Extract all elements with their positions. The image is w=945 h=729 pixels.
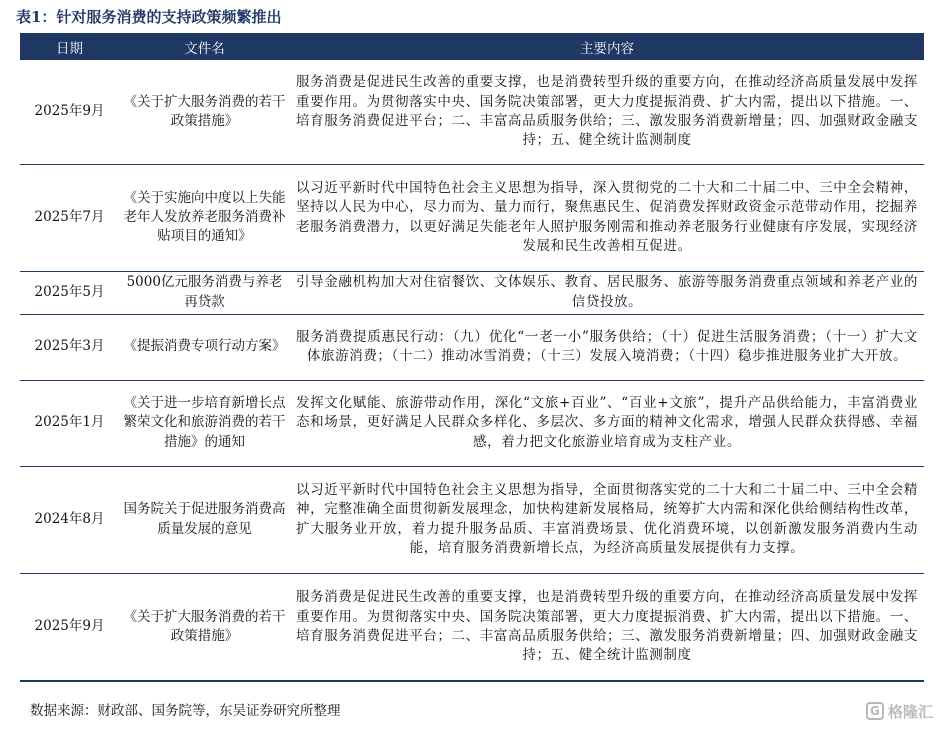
column-header-content: 主要内容 — [290, 33, 924, 60]
watermark-text: 格隆汇 — [887, 702, 933, 721]
table-row — [20, 380, 924, 466]
cell-date: 2025年9月 — [20, 573, 119, 681]
table-header-row — [20, 33, 924, 60]
cell-document: 《提振消费专项行动方案》 — [119, 314, 290, 380]
table-row — [20, 314, 924, 380]
gelonghui-logo-icon: G — [866, 702, 884, 720]
table-row — [20, 271, 924, 314]
table-row — [20, 164, 924, 271]
cell-date: 2025年5月 — [20, 271, 119, 314]
cell-document: 《关于进一步培育新增长点繁荣文化和旅游消费的若干措施》的通知 — [119, 380, 290, 466]
cell-date: 2024年8月 — [20, 466, 119, 573]
cell-document: 《关于实施向中度以上失能老年人发放养老服务消费补贴项目的通知》 — [119, 164, 290, 271]
cell-date: 2025年1月 — [20, 380, 119, 466]
cell-date: 2025年7月 — [20, 164, 119, 271]
cell-content: 以习近平新时代中国特色社会主义思想为指导，全面贯彻落实党的二十大和二十届二中、三中全会精神，完整准确全面贯彻新发展理念，加快构建新发展格局，统筹扩大内需和深化供给侧结构性改革，扩大服务业开放，着力提升服务品质、丰富消费场景、优化消费环境，以创新激发服务消费内生动能，培育服务消费新增长点，为经济高质量发展提供有力支撑。 — [290, 466, 924, 573]
cell-document: 《关于扩大服务消费的若干政策措施》 — [119, 60, 290, 164]
table-row — [20, 60, 924, 164]
table-title: 表1：针对服务消费的支持政策频繁推出 — [16, 8, 282, 26]
policy-table — [20, 33, 924, 682]
cell-content: 服务消费提质惠民行动：（九）优化“一老一小”服务供给；（十）促进生活服务消费；（十一）扩大文体旅游消费；（十二）推动冰雪消费；（十三）发展入境消费；（十四）稳步推进服务业扩大开放。 — [290, 314, 924, 380]
cell-content: 服务消费是促进民生改善的重要支撑，也是消费转型升级的重要方向，在推动经济高质量发展中发挥重要作用。为贯彻落实中央、国务院决策部署，更大力度提振消费、扩大内需，提出以下措施。一、培育服务消费促进平台；二、丰富高品质服务供给；三、激发服务消费新增量；四、加强财政金融支持；五、健全统计监测制度 — [290, 573, 924, 681]
data-source-note: 数据来源：财政部、国务院等，东吴证券研究所整理 — [30, 703, 341, 719]
cell-date: 2025年9月 — [20, 60, 119, 164]
cell-date: 2025年3月 — [20, 314, 119, 380]
table-row — [20, 573, 924, 681]
cell-content: 引导金融机构加大对住宿餐饮、文体娱乐、教育、居民服务、旅游等服务消费重点领域和养老产业的信贷投放。 — [290, 271, 924, 314]
cell-content: 服务消费是促进民生改善的重要支撑，也是消费转型升级的重要方向，在推动经济高质量发展中发挥重要作用。为贯彻落实中央、国务院决策部署，更大力度提振消费、扩大内需，提出以下措施。一、培育服务消费促进平台；二、丰富高品质服务供给；三、激发服务消费新增量；四、加强财政金融支持；五、健全统计监测制度 — [290, 60, 924, 164]
column-header-document: 文件名 — [119, 33, 290, 60]
cell-document: 《关于扩大服务消费的若干政策措施》 — [119, 573, 290, 681]
column-header-date: 日期 — [20, 33, 119, 60]
cell-content: 以习近平新时代中国特色社会主义思想为指导，深入贯彻党的二十大和二十届二中、三中全会精神，坚持以人民为中心，尽力而为、量力而行，聚焦惠民生、促消费发挥财政资金示范带动作用，挖掘养老服务消费潜力，以更好满足失能老年人照护服务刚需和推动养老服务行业健康有序发展，实现经济发展和民生改善相互促进。 — [290, 164, 924, 271]
cell-document: 5000亿元服务消费与养老再贷款 — [119, 271, 290, 314]
table-row — [20, 466, 924, 573]
watermark — [866, 699, 933, 723]
cell-content: 发挥文化赋能、旅游带动作用，深化“文旅+百业”、“百业+文旅”，提升产品供给能力，丰富消费业态和场景，更好满足人民群众多样化、多层次、多方面的精神文化需求，增强人民群众获得感、幸福感，着力把文化旅游业培育成为支柱产业。 — [290, 380, 924, 466]
cell-document: 国务院关于促进服务消费高质量发展的意见 — [119, 466, 290, 573]
